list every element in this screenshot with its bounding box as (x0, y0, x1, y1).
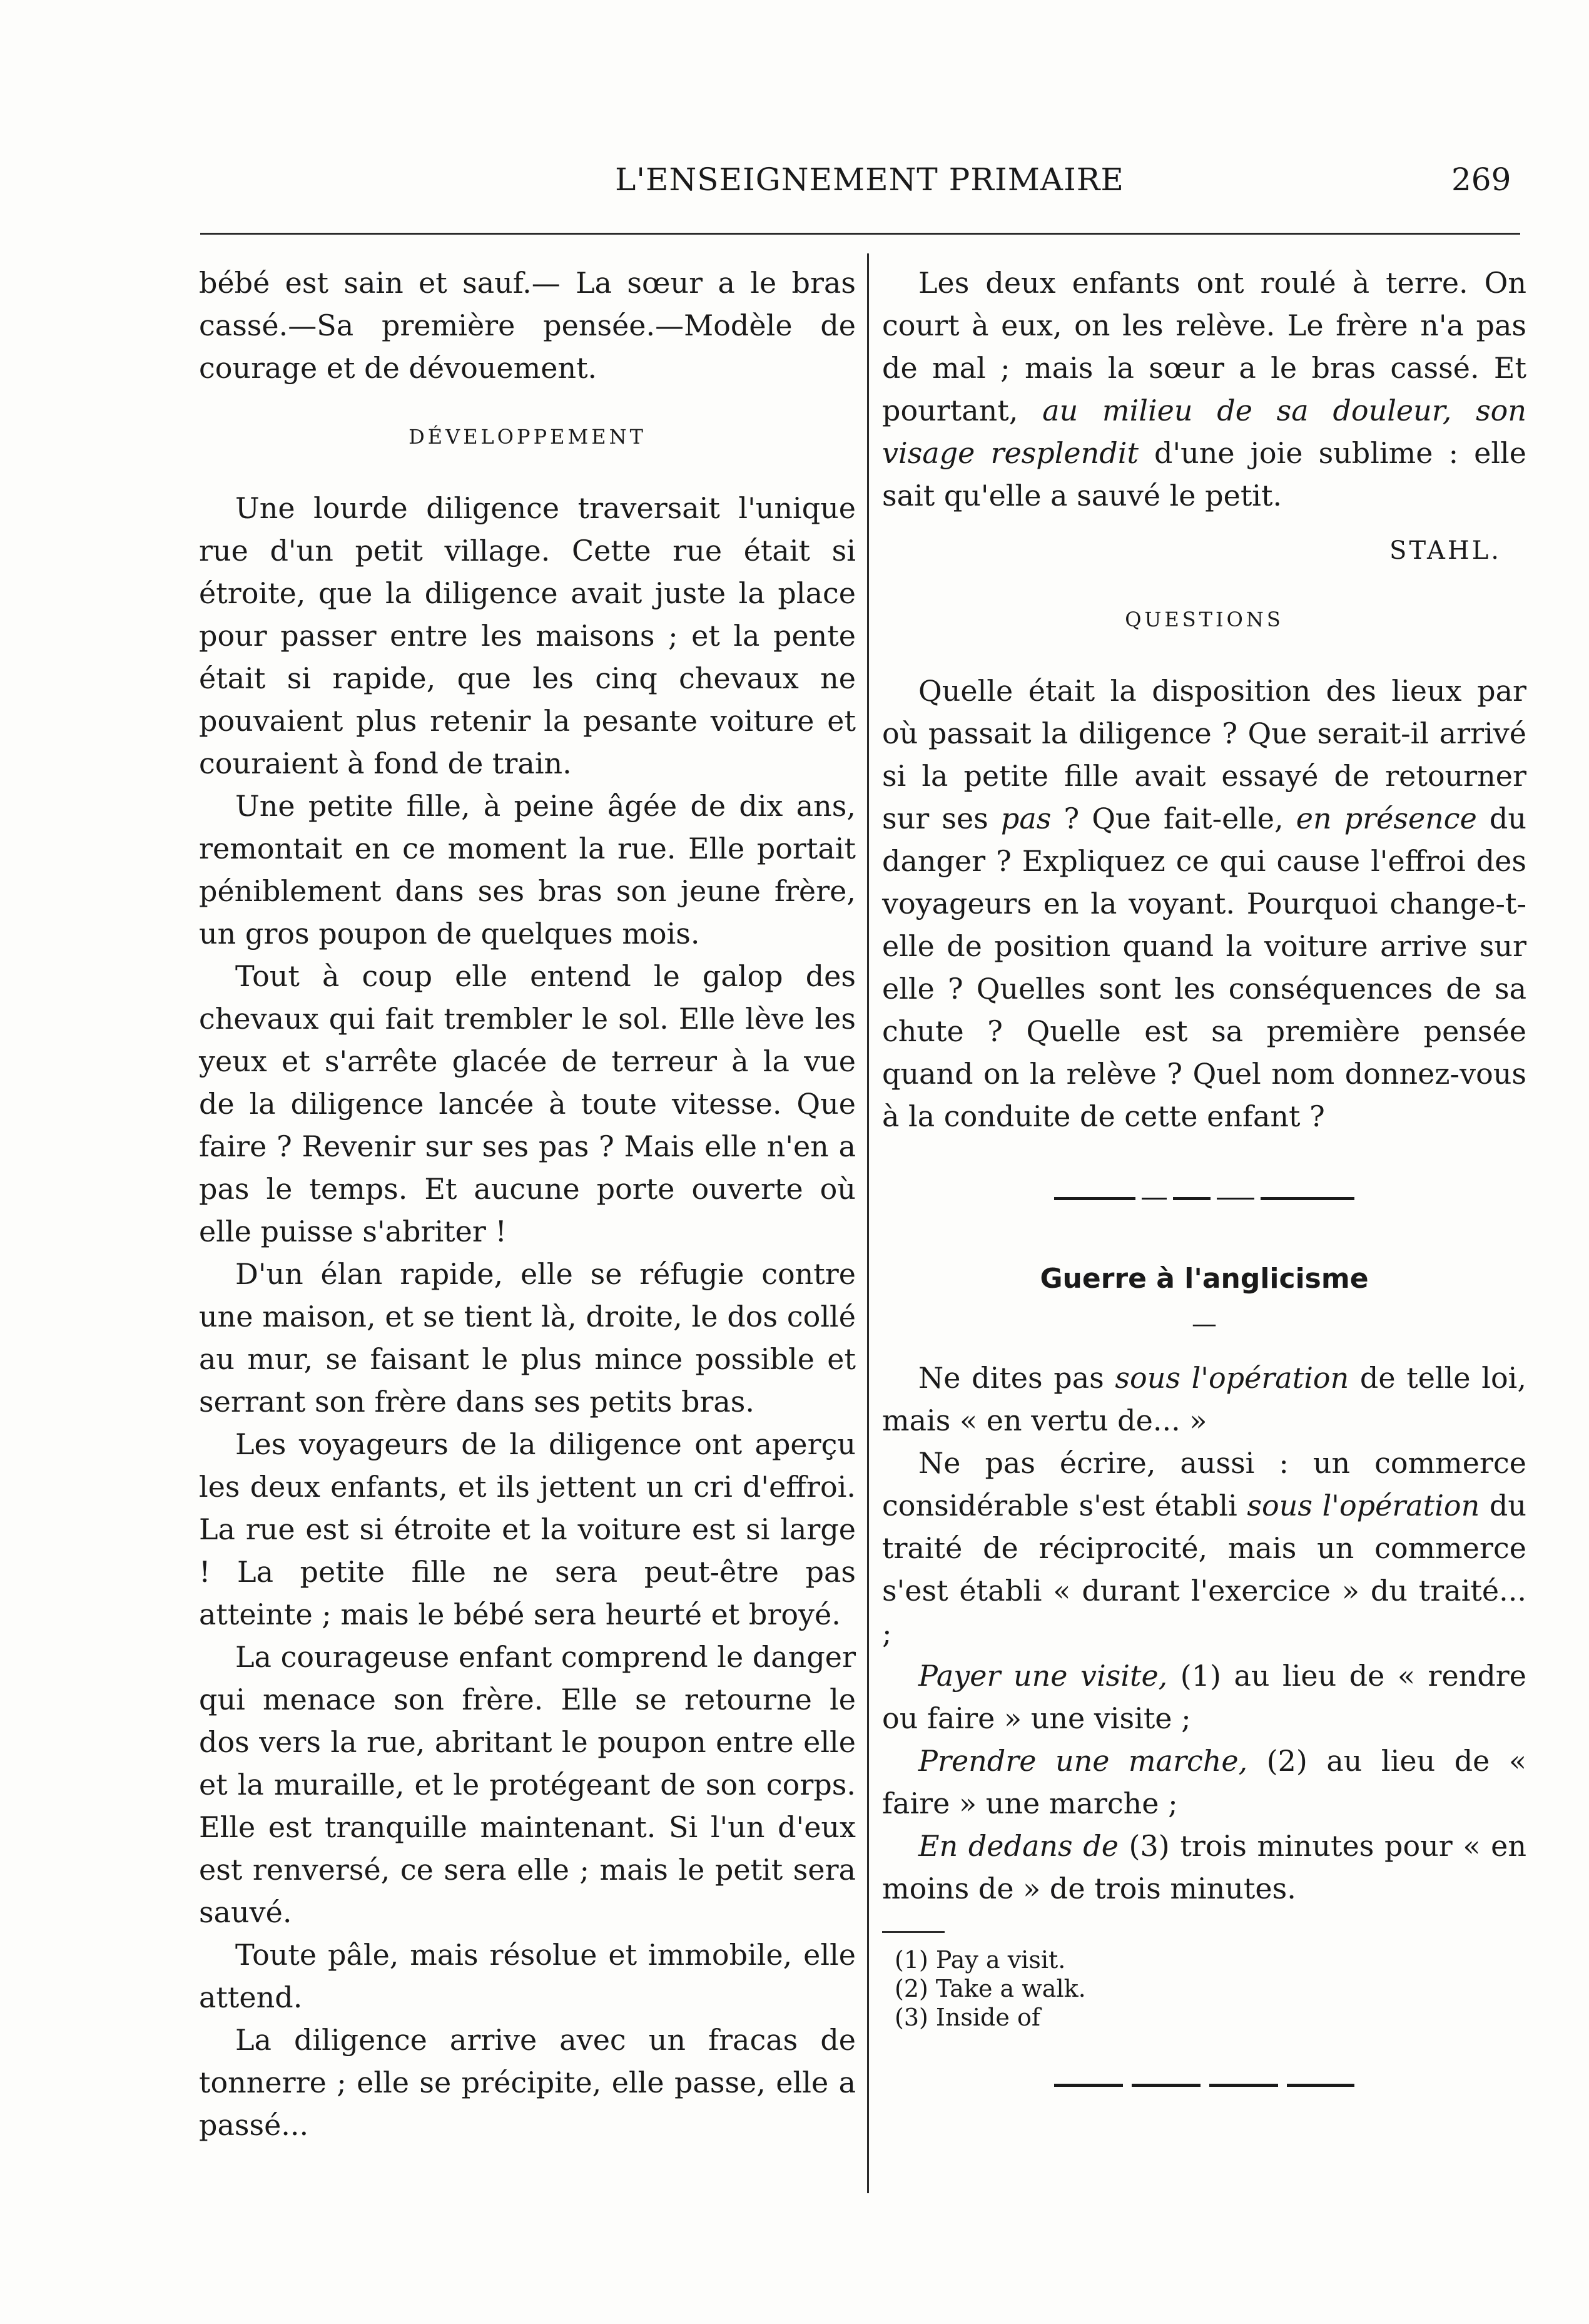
left-column (199, 262, 856, 2146)
text-run: Quelle était la disposition des lieux par où passait la diligence ? Que serait-il arrivé si la petite fille avait essayé de retourner sur ses (882, 674, 1526, 835)
right-column (882, 262, 1526, 2088)
text-run: (2) au lieu de « faire » une marche ; (882, 1744, 1527, 1820)
text-run: de telle loi, mais « en vertu de... » (882, 1361, 1526, 1437)
section-heading-developpement: DÉVELOPPEMENT (409, 425, 646, 449)
italic-run: au milieu de sa douleur, son visage resplendit (882, 394, 1526, 470)
usage-item (882, 1357, 1526, 1442)
section-heading-questions: QUESTIONS (1125, 608, 1284, 631)
column-divider (867, 253, 869, 2193)
italic-run: sous l'opération (1247, 1489, 1480, 1522)
text-run: d'une joie sublime : elle sait qu'elle a sauvé le petit. (882, 436, 1526, 512)
text-run: du traité de réciprocité, mais un commerce s'est établi « durant l'exercice » du traité... ; (882, 1489, 1526, 1650)
usage-item (882, 1825, 1526, 1910)
footnote: (3) Inside of (895, 2004, 1040, 2031)
header-rule (200, 233, 1520, 235)
text-run: Ne dites pas (918, 1361, 1115, 1395)
usage-item (882, 1654, 1526, 1740)
paragraph: La diligence arrive avec un fracas de tonnerre ; elle se précipite, elle passe, elle a passé... (199, 2023, 856, 2142)
end-divider (1054, 2082, 1354, 2088)
usage-item (882, 1442, 1526, 1654)
running-title: L'ENSEIGNEMENT PRIMAIRE (615, 161, 1124, 198)
usage-item (882, 1740, 1526, 1825)
footnote-rule (882, 1931, 945, 1933)
paragraph: Toute pâle, mais résolue et immobile, elle attend. (199, 1938, 856, 2014)
text-run: du danger ? Expliquez ce qui cause l'effroi des voyageurs en la voyant. Pourquoi change-t-elle de position quand la voiture arrive sur elle ? Quelles sont les conséquences de sa chute ? Quelle est sa première pensée quand on la relève ? Quel nom donnez-vous à la conduite de cette enfant ? (882, 802, 1526, 1133)
paragraph: Tout à coup elle entend le galop des chevaux qui fait trembler le sol. Elle lève les yeux et s'arrête glacée de terreur à la vue de la diligence lancée à toute vitesse. Que faire ? Revenir sur ses pas ? Mais elle n'en a pas le temps. Et aucune porte ouverte où elle puisse s'abriter ! (199, 959, 856, 1248)
paragraph: La courageuse enfant comprend le danger qui menace son frère. Elle se retourne le dos vers la rue, abritant le poupon entre elle et la muraille, et le protégeant de son corps. Elle est tranquille maintenant. Si l'un d'eux est renversé, ce sera elle ; mais le petit sera sauvé. (199, 1640, 856, 1929)
title-dash: — (1192, 1310, 1217, 1338)
footnote: (1) Pay a visit. (895, 1946, 1066, 1974)
italic-run: Prendre une marche, (918, 1744, 1248, 1778)
paragraph: D'un élan rapide, elle se réfugie contre une maison, et se tient là, droite, le dos collé au mur, se faisant le plus mince possible et serrant son frère dans ses petits bras. (199, 1257, 856, 1419)
story-ending (882, 262, 1526, 517)
italic-run: Payer une visite, (918, 1659, 1168, 1693)
text-run: (3) trois minutes pour « en moins de » de trois minutes. (882, 1829, 1527, 1905)
paragraph: Une lourde diligence traversait l'unique rue d'un petit village. Cette rue était si étroite, que la diligence avait juste la place pour passer entre les maisons ; et la pente était si rapide, que les cinq chevaux ne pouvaient plus retenir la pesante voiture et couraient à fond de train. (199, 491, 856, 780)
italic-run: En dedans de (918, 1829, 1119, 1863)
section-title-anglicisme: Guerre à l'anglicisme (1040, 1263, 1369, 1295)
text-run: (1) au lieu de « rendre ou faire » une visite ; (882, 1659, 1527, 1735)
text-run: ? Que fait-elle, (1051, 802, 1296, 835)
text-run: Ne pas écrire, aussi : un commerce considérable s'est établi (882, 1446, 1526, 1522)
author-signature: STAHL. (1389, 536, 1501, 565)
text-run: Les deux enfants ont roulé à terre. On court à eux, on les relève. Le frère n'a pas de mal ; mais la sœur a le bras cassé. Et pourtant, (882, 266, 1526, 427)
paragraph: Les voyageurs de la diligence ont aperçu les deux enfants, et ils jettent un cri d'effroi. La rue est si étroite et la voiture est si large ! La petite fille ne sera peut-être pas atteinte ; mais le bébé sera heurté et broyé. (199, 1427, 856, 1631)
footnote: (2) Take a walk. (895, 1975, 1086, 2002)
italic-run: sous l'opération (1115, 1361, 1349, 1395)
paragraph: Une petite fille, à peine âgée de dix ans, remontait en ce moment la rue. Elle portait péniblement dans ses bras son jeune frère, un gros poupon de quelques mois. (199, 789, 856, 950)
questions-paragraph (882, 670, 1526, 1138)
ornamental-divider (1054, 1194, 1354, 1203)
italic-run: pas (1000, 802, 1052, 835)
page-number: 269 (1451, 161, 1511, 198)
italic-run: en présence (1296, 802, 1477, 835)
outline-continuation: bébé est sain et sauf.— La sœur a le bras cassé.—Sa première pensée.—Modèle de courage et de dévouement. (199, 266, 856, 385)
footnotes (895, 1945, 1526, 2032)
